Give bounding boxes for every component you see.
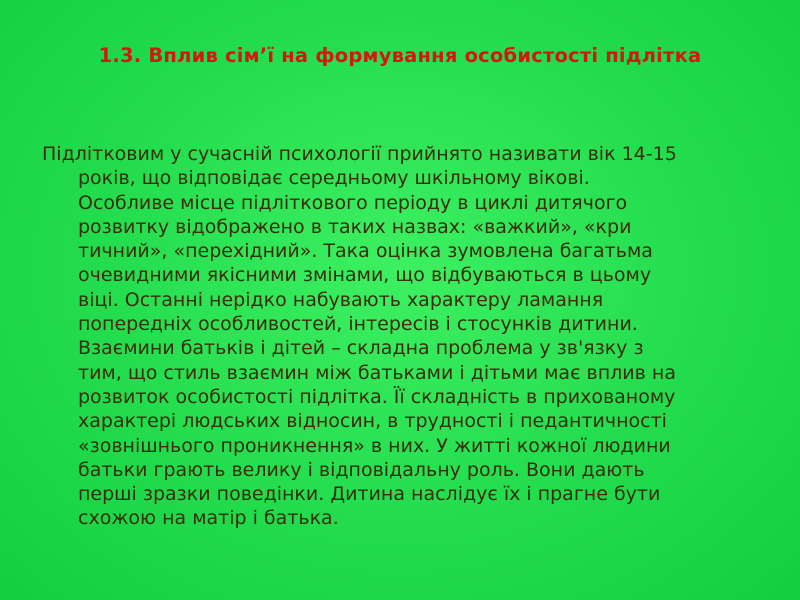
paragraph-line: Взаємини батьків і дітей – складна проблема у зв'язку з — [78, 337, 644, 360]
paragraph-line: тим, що стиль взаємин між батьками і дітьми має вплив на — [78, 361, 676, 384]
paragraph-line: «зовнішнього проникнення» в них. У житті кожної людини — [78, 434, 671, 457]
paragraph-line: років, що відповідає середньому шкільному вікові. — [78, 167, 590, 190]
slide-title: 1.3. Вплив сім’ї на формування особистості підлітка — [98, 44, 702, 67]
body-paragraph — [42, 142, 762, 531]
paragraph-line: віці. Останні нерідко набувають характеру ламання — [78, 288, 604, 311]
paragraph-line: розвиток особистості підлітка. Її складність в прихованому — [78, 385, 676, 408]
paragraph-line: перші зразки поведінки. Дитина наслідує їх і прагне бути — [78, 483, 661, 506]
paragraph-line: очевидними якісними змінами, що відбуваються в цьому — [78, 264, 652, 287]
paragraph-line: схожою на матір і батька. — [78, 507, 339, 530]
paragraph-line: батьки грають велику і відповідальну роль. Вони дають — [78, 458, 645, 481]
paragraph-line: Особливе місце підліткового періоду в циклі дитячого — [78, 191, 628, 214]
paragraph-line: розвитку відображено в таких назвах: «важкий», «кри — [78, 215, 632, 238]
paragraph-line: Підлітковим у сучасній психології прийнято називати вік 14-15 — [42, 143, 677, 165]
paragraph-line: попередніх особливостей, інтересів і стосунків дитини. — [78, 313, 638, 336]
paragraph-line: тичний», «перехідний». Така оцінка зумовлена багатьма — [78, 240, 653, 263]
paragraph-line: характері людських відносин, в трудності і педантичності — [78, 410, 667, 433]
